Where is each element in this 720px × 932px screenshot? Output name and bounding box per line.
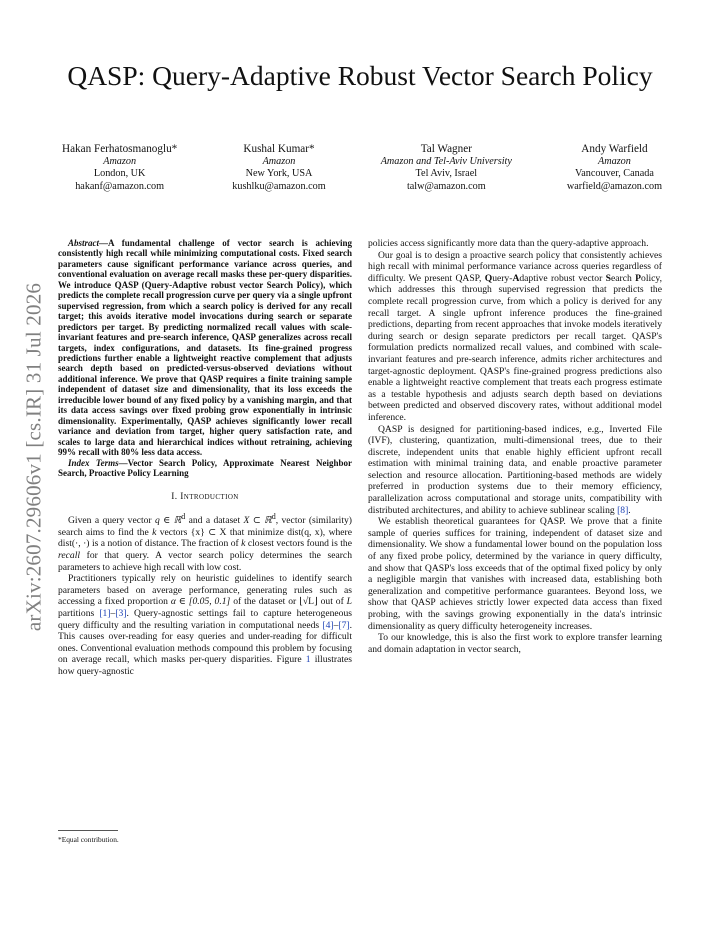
text-span: vectors {x — [156, 526, 201, 538]
text-span: for that query. A vector search policy determines the search parameters to achieve high recall with low cost. — [58, 549, 352, 573]
author-email[interactable]: kushlku@amazon.com — [232, 180, 326, 192]
text-span: olicy, which addresses this through supervised regression that predicts the complete recall progression curve, from which a policy is derived for any recall target. A single upfront inference produces the fine-grained predictions, departing from recent approaches that invoke models iteratively during search or design separate predictors per recall target. QASP's formulation predicts normalized recall values, and combined with scale-invariant features and pre-search inference, admits richer architectures and target-agnostic deployment. QASP's fine-grained progress predictions also enable a lightweight reactive complement that treats each progress estimate as a testable hypothesis and adjusts search depth based on deviations between predicted and observed discovery rates, without additional model inference. — [368, 272, 662, 423]
intro-paragraph-1 — [58, 511, 352, 573]
text-span: Given a query vector — [68, 515, 155, 527]
text-span: } ⊂ X that minimize dist(q, x — [200, 526, 320, 538]
author-email[interactable]: talw@amazon.com — [406, 180, 486, 192]
author-location: New York, USA — [245, 168, 313, 180]
author-email[interactable]: hakanf@amazon.com — [75, 180, 165, 192]
author-affiliation: Amazon and Tel-Aviv University — [380, 155, 512, 167]
arxiv-identifier-stamp — [16, 252, 52, 662]
math-span: α ∈ [0.05, 0.1] — [170, 596, 231, 608]
intro-paragraph-3 — [368, 250, 662, 424]
author-name: Kushal Kumar* — [243, 143, 315, 155]
text-span: – — [110, 607, 116, 619]
text-span: – — [333, 619, 339, 631]
text-span: illustrates how query-agnostic — [58, 654, 353, 677]
index-terms-text: —Vector Search Policy, Approximate Nearest Neighbor Search, Proactive Policy Learning — [58, 457, 352, 478]
author-email[interactable]: warfield@amazon.com — [566, 180, 662, 192]
math-superscript: d — [181, 512, 186, 522]
text-span: daptive robust vector — [519, 272, 606, 284]
abstract-text: —A fundamental challenge of vector search is achieving consistently high recall while minimizing computational costs. Fixed search parameters cause significant performance variance across queries, and conventional evaluation on average recall masks these per-query disparities. We introduce QASP (Query-Adaptive robust vector Search Policy), which predicts the complete recall progression curve per query via a single upfront supervised regression, from which a search policy is derived for any recall target; this avoids iterative model invocations during search or separate predictors per target. By predicting normalized recall values with scale-invariant features and pre-search inference, QASP generalizes across recall targets, index configurations, and datasets. Its fine-grained progress predictions further enable a lightweight reactive complement that adjusts search depth based on predicted-versus-observed deviations without additional inference. We prove that QASP requires a finite training sample independent of dataset size and dimensionality, that its loss exceeds the irreducible lower bound of any fixed policy by a vanishing margin, and that its data access savings over fixed probing grow exponentially in intrinsic dimensionality. Experimentally, QASP achieves significantly lower recall variance and deviation from target, higher query satisfaction rate, and scales to large data and hierarchical indices without retraining, achieving 99% recall with 80% less data access. — [58, 238, 352, 458]
math-span: L — [346, 596, 353, 608]
text-span: . This causes over-reading for easy queries and under-reading for difficult ones. Conventional evaluation methods compound this problem by focusing on average recall, which masks per-query disparities. Figure — [58, 619, 352, 666]
text-span: . Query-agnostic settings fail to capture heterogeneous query difficulty and the resulting variation in computational needs — [58, 607, 352, 631]
section-heading-introduction — [58, 492, 352, 504]
intro-paragraph-4 — [368, 424, 662, 517]
text-span: uery- — [492, 272, 513, 284]
intro-paragraph-continued: policies access significantly more data than the query-adaptive approach. — [368, 238, 649, 249]
citation-link[interactable]: [7] — [338, 619, 350, 631]
math-span: k — [241, 538, 246, 550]
right-column — [368, 238, 662, 655]
author-name: Tal Wagner — [420, 143, 472, 155]
acronym-letter: A — [512, 272, 520, 284]
abstract-label: Abstract — [68, 238, 100, 248]
author-affiliation: Amazon — [598, 155, 631, 167]
intro-paragraph-2 — [58, 573, 352, 677]
section-number: I. — [171, 492, 178, 503]
intro-paragraph-6: To our knowledge, this is also the first work to explore transfer learning and domain adaptation in vector search, — [368, 632, 662, 655]
citation-link[interactable]: [4] — [322, 619, 334, 631]
footnote: *Equal contribution. — [58, 835, 119, 844]
author-location: Vancouver, Canada — [575, 168, 654, 180]
author-name: Hakan Ferhatosmanoglu* — [62, 143, 178, 155]
math-span: X ⊂ ℝ — [243, 515, 272, 527]
author-location: Tel Aviv, Israel — [415, 168, 478, 180]
paper-title: QASP: Query-Adaptive Robust Vector Search Policy — [67, 60, 653, 91]
text-span: earch — [611, 272, 636, 284]
author-affiliation: Amazon — [262, 155, 296, 167]
author-block — [62, 143, 662, 193]
author-1 — [62, 143, 177, 193]
text-span: Our goal is to design a proactive search policy that consistently achieves high recall with minimal performance variance across queries regardless of difficulty. We present QASP, — [368, 249, 662, 284]
text-span: , vector (similarity) search aims to find the — [58, 515, 353, 538]
author-affiliation: Amazon — [103, 155, 137, 167]
author-3 — [381, 143, 512, 193]
acronym-letter: S — [605, 272, 612, 284]
intro-paragraph-5: We establish theoretical guarantees for QASP. We prove that a finite sample of queries suffices for training, independent of dataset size and dimensionality. We show a fundamental lower bound on the population loss of any fixed probe policy, determined by the variance in query difficulty, and show that QASP's loss exceeds that of the optimal fixed policy by only a negligible margin that vanishes with increased data, establishing both generalization and competitive performance guarantees. Beyond loss, we show that QASP achieves strictly lower expected data access than fixed probing, with the savings growing exponentially in the data's intrinsic dimensionality as query difficulty heterogeneity increases. — [368, 516, 662, 632]
math-span: k — [152, 526, 157, 538]
text-span: QASP is designed for partitioning-based indices, e.g., Inverted File (IVF), clustering, quantization, multi-dimensional trees, due to their discrete, independent units that enable highly efficient upfront recall estimation with minimal training data, and enable proactive parameter selection and resource allocation. Partitioning-based methods are widely preferred in production systems due to their memory efficiency, parallelization across computational and storage units, compatibility with distributed architectures, and ability to achieve sublinear scaling — [368, 423, 662, 516]
index-terms-label: Index Terms — [68, 457, 119, 468]
author-4 — [567, 143, 662, 193]
text-span: ), where dist(·, ·) is a notion of distance. The fraction of — [58, 526, 353, 550]
footnote-rule — [58, 830, 118, 831]
math-superscript: d — [271, 512, 276, 522]
section-title: Introduction — [180, 492, 239, 503]
citation-link[interactable]: [3] — [115, 607, 127, 619]
arxiv-identifier-text: arXiv:2607.29606v1 [cs.IR] 31 Jul 2026 — [21, 282, 46, 632]
index-terms — [58, 458, 352, 479]
citation-link[interactable]: [8] — [617, 504, 629, 516]
acronym-letter: Q — [484, 272, 493, 284]
text-span: . — [628, 504, 631, 516]
text-span: Practitioners typically rely on heuristic guidelines to identify search parameters based on average performance, generating rules such as accessing a fixed proportion — [58, 573, 352, 608]
text-span: partitions — [58, 607, 100, 619]
author-2 — [232, 143, 325, 193]
text-span: closest vectors found is the — [245, 538, 352, 550]
emphasis-span: recall — [58, 549, 81, 561]
citation-link[interactable]: [1] — [99, 607, 111, 619]
figure-link[interactable]: 1 — [305, 654, 311, 666]
left-column — [58, 238, 352, 678]
abstract — [58, 238, 352, 458]
text-span: of the dataset or ⌊√L⌋ out of — [230, 596, 347, 608]
author-name: Andy Warfield — [581, 143, 648, 155]
author-location: London, UK — [93, 168, 146, 180]
acronym-letter: P — [635, 272, 642, 284]
text-span: and a dataset — [185, 515, 244, 527]
math-span: q ∈ ℝ — [155, 515, 182, 527]
